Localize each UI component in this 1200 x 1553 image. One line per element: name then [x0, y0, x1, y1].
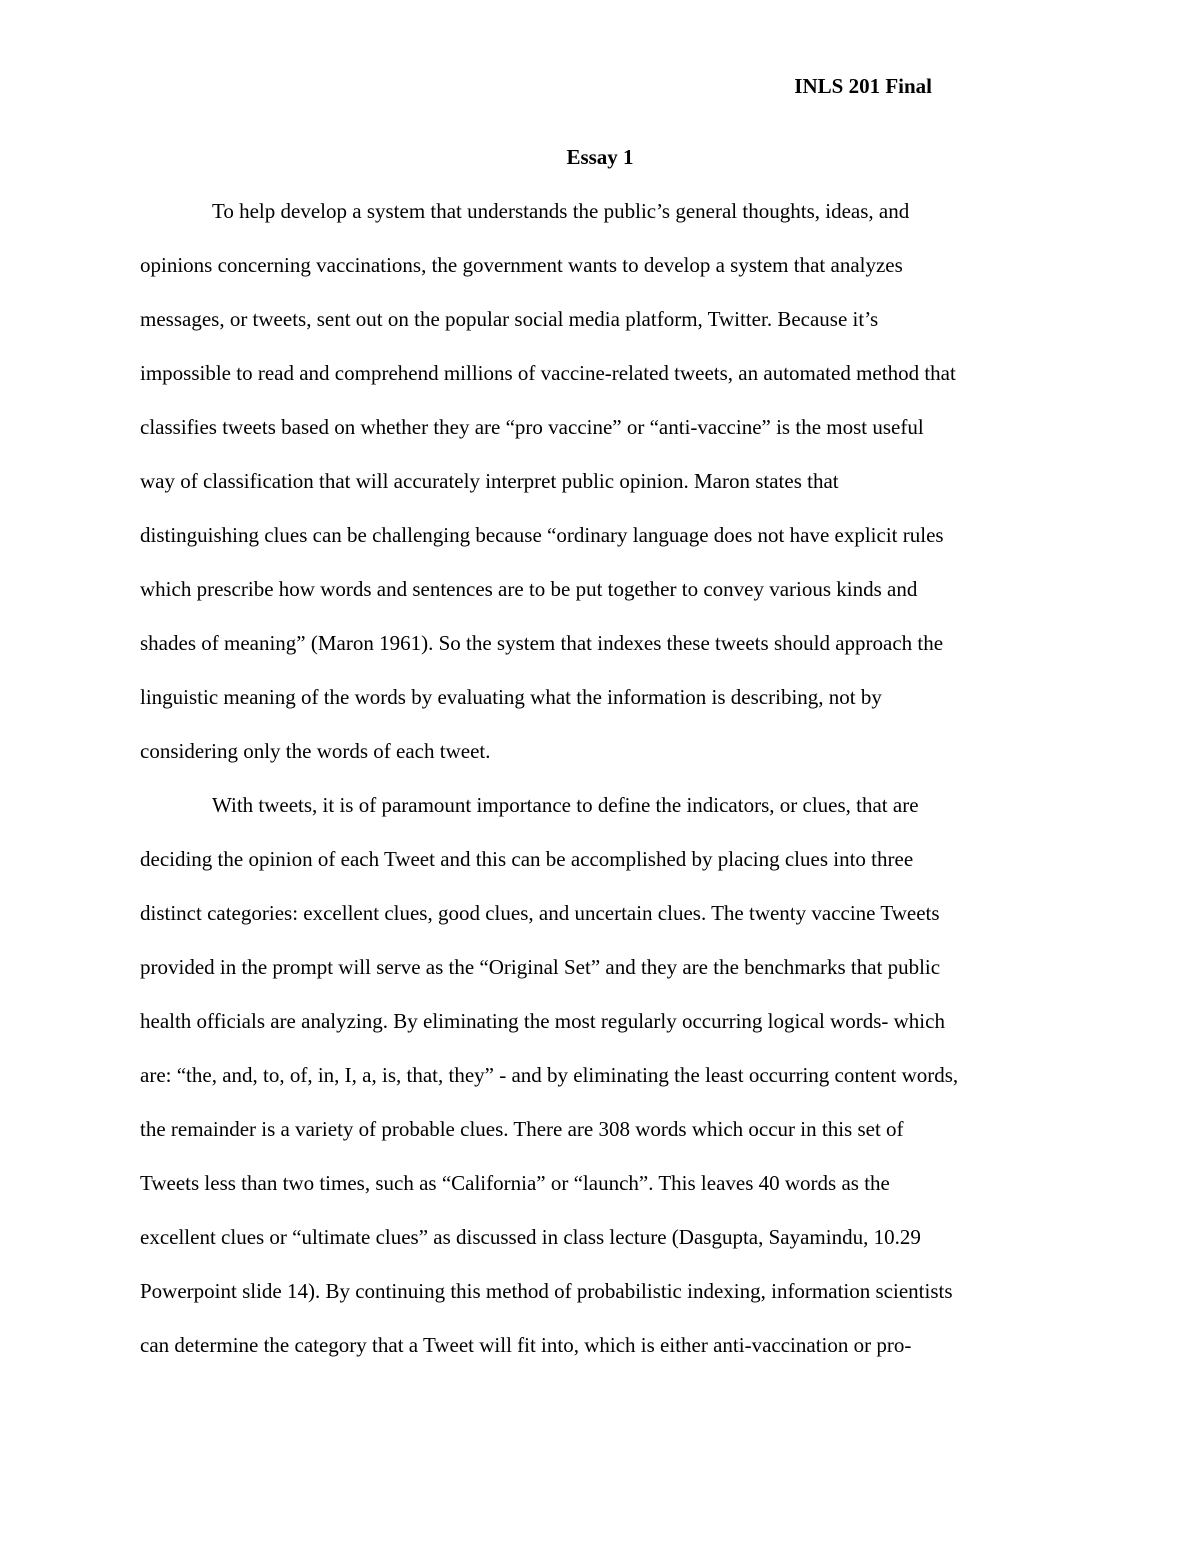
paragraph-2-line-1: With tweets, it is of paramount importance to define the indicators, or clues, that are [212, 793, 919, 817]
paragraph-2-line-7: the remainder is a variety of probable clues. There are 308 words which occur in this set of [140, 1117, 904, 1141]
paragraph-2-line-2: deciding the opinion of each Tweet and this can be accomplished by placing clues into three [140, 847, 914, 871]
paragraph-1-line-3: messages, or tweets, sent out on the popular social media platform, Twitter. Because it’s [140, 307, 879, 331]
paragraph-2-line-6: are: “the, and, to, of, in, I, a, is, that, they” - and by eliminating the least occurring content words, [140, 1063, 959, 1087]
paragraph-1-line-11: considering only the words of each tweet. [140, 739, 491, 763]
paragraph-1-line-9: shades of meaning” (Maron 1961). So the system that indexes these tweets should approach the [140, 631, 944, 655]
paragraph-2-line-10: Powerpoint slide 14). By continuing this method of probabilistic indexing, information scientists [140, 1279, 953, 1303]
paragraph-1-line-6: way of classification that will accurately interpret public opinion. Maron states that [140, 469, 839, 493]
paragraph-2-line-11: can determine the category that a Tweet will fit into, which is either anti-vaccination or pro- [140, 1333, 912, 1357]
essay-title: Essay 1 [566, 145, 634, 169]
paragraph-1-line-7: distinguishing clues can be challenging because “ordinary language does not have explicit rules [140, 523, 944, 547]
page-header: INLS 201 Final [794, 74, 932, 98]
paragraph-2-line-9: excellent clues or “ultimate clues” as discussed in class lecture (Dasgupta, Sayamindu, 10.29 [140, 1225, 921, 1249]
paragraph-2-line-4: provided in the prompt will serve as the “Original Set” and they are the benchmarks that public [140, 955, 941, 979]
paragraph-2-line-5: health officials are analyzing. By eliminating the most regularly occurring logical words- which [140, 1009, 945, 1033]
essay-body [140, 197, 1060, 1385]
paragraph-2-line-8: Tweets less than two times, such as “California” or “launch”. This leaves 40 words as the [140, 1171, 890, 1195]
paragraph-2-line-3: distinct categories: excellent clues, good clues, and uncertain clues. The twenty vaccine Tweets [140, 901, 940, 925]
paragraph-1-line-2: opinions concerning vaccinations, the government wants to develop a system that analyzes [140, 253, 903, 277]
paragraph-1-line-1: To help develop a system that understands the public’s general thoughts, ideas, and [212, 199, 910, 223]
paragraph-1-line-5: classifies tweets based on whether they are “pro vaccine” or “anti-vaccine” is the most useful [140, 415, 924, 439]
paragraph-1-line-8: which prescribe how words and sentences are to be put together to convey various kinds and [140, 577, 918, 601]
paragraph-1-line-10: linguistic meaning of the words by evaluating what the information is describing, not by [140, 685, 882, 709]
paragraph-1-line-4: impossible to read and comprehend millions of vaccine-related tweets, an automated method that [140, 361, 956, 385]
